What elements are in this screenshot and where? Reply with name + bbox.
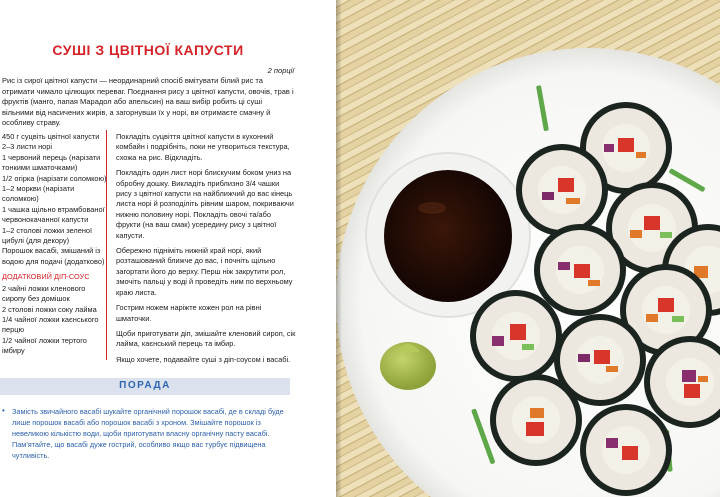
ingredients-column xyxy=(2,132,110,357)
tip-bullet: • xyxy=(2,406,5,415)
recipe-title: СУШІ З ЦВІТНОЇ КАПУСТИ xyxy=(52,42,244,58)
ingredient-item: Порошок васабі, змішаний із водою для подачі (додатково) xyxy=(2,246,105,266)
step-paragraph: Якщо хочете, подавайте суші з діп-соусом і васабі. xyxy=(116,354,291,364)
step-paragraph: Покладіть суцвіття цвітної капусти в кухонний комбайн і подрібніть, поки не утвориться текстура, схожа на рис. Відкладіть. xyxy=(116,132,290,162)
sushi-photo xyxy=(336,0,720,497)
sushi-illustration xyxy=(336,0,720,497)
text-page xyxy=(0,0,336,497)
page-fold-shadow xyxy=(336,0,342,497)
soy-sauce xyxy=(384,170,512,302)
step-paragraph: Гострим ножем наріжте кожен рол на рівні шматочки. xyxy=(116,303,262,323)
ingredient-item: 1–2 моркви (нарізати соломкою) xyxy=(2,184,75,204)
tip-text: Замість звичайного васабі шукайте органічний порошок васабі, де в складі буде лише порошок васабі або порошок васабі з хроном. Змішайте порошок із невеликою кількістю води, щоби приготувати власну органічну пасту васабі. Пам'ятайте, що васабі дуже гострий, особливо якщо вас турбує підвищена чутливість. xyxy=(12,407,284,460)
ingredient-item: 1 червоний перець (нарізати тонкими шматочками) xyxy=(2,152,101,173)
sauce-ingredient-list xyxy=(2,284,110,357)
step-paragraph: Покладіть один лист норі блискучим боком униз на обробну дошку. Викладіть приблизно 3/4 чашки рису з цвітної капусти на найближчий до вас кінець листа норі й розподіліть рівним шаром, покриваючи нижню половину норі. Покладіть овочі та/або фрукти (на ваш смак) усередину рису з цвітної капусти. xyxy=(116,168,294,240)
ingredient-item: 1–2 столові ложки зеленої цибулі (для декору) xyxy=(2,225,93,246)
intro-paragraph: Рис із сирої цвітної капусти — неординарний спосіб вмітувати білий рис та отримати чимало цілющих переваг. Поєднання рису з цвітної капусти, овочів, трав і фруктів (манго, папая Марадол або апельсин) на ваш вибір робить ці суші вільними від насичених жирів, а загорнувши їх у норі, ви отримаєте смачну й особливу страву. xyxy=(2,76,294,127)
ingredient-item: 450 г суцвіть цвітної капусти xyxy=(2,132,100,141)
sauce-ingredient-item: 2 чайні ложки кленового сиропу без домішок xyxy=(2,283,86,304)
column-divider xyxy=(106,130,107,360)
sauce-ingredient-item: 2 столові ложки соку лайма xyxy=(2,304,97,314)
servings: 2 порції xyxy=(267,66,294,75)
ingredient-item: 2–3 листи норі xyxy=(2,142,53,152)
tip-title: ПОРАДА xyxy=(119,380,171,391)
sauce-heading: ДОДАТКОВИЙ ДІП-СОУС xyxy=(2,272,90,282)
step-paragraph: Обережно підніміть нижній край норі, який розташований ближче до вас, і почніть щільно загортати його до верху. Перш ніж закрутити рол, змочіть пальці у воді й проведіть ним по верхньому краю листа. xyxy=(116,246,293,297)
step-paragraph: Щоби приготувати діп, змішайте кленовий сироп, сік лайма, каєнський перець та імбир. xyxy=(116,328,296,349)
ingredient-item: 1/2 огірка (нарізати соломкою) xyxy=(2,173,107,183)
steps-column xyxy=(116,132,296,370)
sauce-ingredient-item: 1/4 чайної ложки каєнського перцю xyxy=(2,314,99,335)
ingredient-list xyxy=(2,132,110,267)
sauce-ingredient-item: 1/2 чайної ложки тертого імбиру xyxy=(2,335,87,356)
ingredient-item: 1 чашка щільно втрамбованої червонокачанної капусти xyxy=(2,204,105,225)
